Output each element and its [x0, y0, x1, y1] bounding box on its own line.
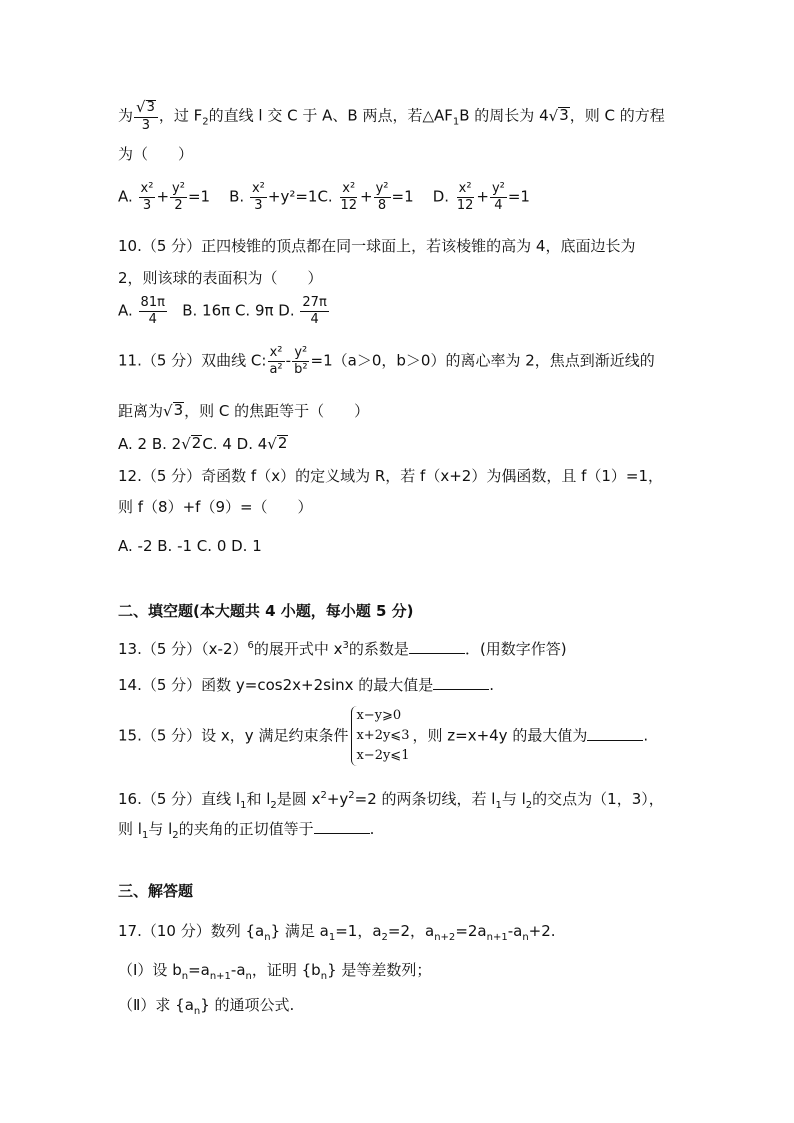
text: +y²=1C.	[267, 187, 333, 206]
options-text: C. 4 D. 4	[202, 435, 268, 453]
text: =2，a	[387, 922, 435, 940]
subscript: n	[181, 971, 189, 982]
subscript: 2	[525, 800, 533, 811]
text: 的夹角的正切值等于	[178, 820, 314, 838]
text: 为	[118, 106, 134, 125]
equals: =1	[507, 187, 530, 206]
q17-line1	[118, 922, 556, 944]
sqrt: √ 3	[163, 401, 184, 420]
numerator: x²	[251, 181, 265, 196]
eccentricity-fraction: √ 3 3	[134, 100, 158, 132]
text: +y	[326, 790, 349, 808]
fraction	[374, 182, 391, 212]
text: （Ⅱ）求 {a	[118, 996, 194, 1014]
text: 则 l	[118, 820, 142, 838]
text: 13.（5 分）（x-2）	[118, 640, 248, 658]
plus: +	[360, 187, 373, 206]
superscript: 6	[247, 640, 254, 651]
text: +2.	[528, 922, 556, 940]
text: 与 l	[148, 820, 173, 838]
answer-blank[interactable]	[314, 821, 370, 834]
fraction	[300, 296, 328, 326]
q12-options: A. -2 B. -1 C. 0 D. 1	[118, 537, 262, 555]
plus: +	[156, 187, 170, 206]
numerator: 81π	[140, 295, 165, 310]
numerator: x²	[140, 181, 154, 196]
denominator: 8	[377, 197, 387, 213]
sqrt: √ 2	[181, 434, 202, 453]
superscript: 3	[342, 640, 349, 651]
options-text: B. 16π C. 9π D.	[182, 301, 295, 320]
q12-line2: 则 f（8）+f（9）=（ ）	[118, 498, 313, 516]
q10-line1: 10.（5 分）正四棱锥的顶点都在同一球面上，若该棱锥的高为 4，底面边长为	[118, 237, 636, 255]
numerator: x²	[458, 181, 472, 196]
sqrt-content: 3	[173, 401, 184, 420]
fraction	[139, 296, 167, 326]
subscript: n	[193, 1006, 201, 1017]
text: 的展开式中 x	[253, 640, 343, 658]
numerator: 27π	[302, 295, 327, 310]
section-title: 三、解答题	[118, 882, 194, 900]
equals: =1	[391, 187, 414, 206]
superscript: 2	[348, 790, 355, 801]
q10-line2: 2，则该球的表面积为（ ）	[118, 269, 323, 287]
subscript: 2	[202, 116, 209, 128]
answer-blank[interactable]	[433, 677, 489, 690]
subscript: 1	[452, 116, 460, 128]
q9-line2: 为（ ）	[118, 145, 194, 163]
subscript: n+1	[209, 971, 231, 982]
text: （Ⅰ）设 b	[118, 961, 182, 979]
constraint-system	[351, 706, 409, 766]
q12-line1: 12.（5 分）奇函数 f（x）的定义域为 R，若 f（x+2）为偶函数，且 f（1）=1，	[118, 467, 664, 485]
q10-options	[118, 296, 330, 326]
denominator: 3	[254, 197, 263, 213]
numerator: x²	[342, 181, 356, 196]
superscript: 2	[320, 790, 327, 801]
text: B 的周长为 4	[459, 106, 549, 125]
fraction	[490, 182, 507, 212]
equals: =1	[187, 187, 211, 206]
text: 和 l	[246, 790, 271, 808]
answer-blank[interactable]	[587, 728, 643, 741]
q17-part2	[118, 996, 294, 1018]
denominator: 12	[456, 197, 474, 213]
denominator: 3	[142, 197, 152, 213]
q14	[118, 676, 494, 694]
numerator: y²	[294, 345, 308, 360]
fraction	[455, 182, 476, 212]
text: =a	[188, 961, 210, 979]
plus: +	[476, 187, 489, 206]
subscript: 1	[328, 932, 336, 943]
text: 11.（5 分）双曲线 C:	[118, 351, 267, 370]
text: 距离为	[118, 402, 164, 420]
text: .	[489, 676, 495, 694]
q11-line2	[118, 402, 369, 420]
fraction	[292, 346, 309, 376]
text: 的直线 l 交 C 于 A、B 两点，若△AF	[208, 106, 453, 125]
sqrt-content: 2	[191, 434, 202, 453]
subscript: 2	[270, 800, 277, 811]
perimeter-sqrt: √ 3	[548, 105, 569, 125]
fraction	[170, 182, 187, 212]
q9-line1	[118, 100, 665, 132]
text: ，证明 {b	[251, 961, 321, 979]
fraction	[139, 182, 156, 212]
q9-options	[118, 182, 530, 212]
numerator: y²	[491, 181, 505, 196]
subscript: 2	[381, 932, 388, 943]
text: -a	[507, 922, 523, 940]
sqrt: √ 2	[267, 434, 288, 453]
constraint: x−2y⩽1	[356, 748, 410, 764]
denominator: 4	[310, 311, 319, 327]
subscript: n+1	[486, 932, 508, 943]
denominator: 2	[174, 197, 183, 213]
text: .	[369, 820, 375, 838]
section-title: 二、填空题(本大题共 4 小题，每小题 5 分)	[118, 602, 414, 620]
text: =1，a	[335, 922, 382, 940]
text: ．(用数字作答)	[464, 640, 567, 658]
fraction	[267, 346, 284, 376]
text: } 的通项公式.	[200, 996, 295, 1014]
sqrt-content: 3	[559, 105, 569, 124]
numerator: y²	[172, 181, 185, 196]
q13	[118, 640, 567, 658]
q16-line2	[118, 820, 374, 842]
q16-line1	[118, 790, 664, 812]
text: 是圆 x	[276, 790, 321, 808]
text: ，则 C 的焦距等于（ ）	[184, 402, 370, 420]
option-d-label: D.	[432, 187, 450, 206]
option-b-label: B.	[229, 187, 245, 206]
denominator: 4	[494, 197, 503, 213]
q15	[118, 706, 648, 766]
text: =2 的两条切线，若 l	[354, 790, 496, 808]
text: 的交点为（1，3），	[532, 790, 664, 808]
denominator: 12	[340, 197, 358, 213]
denominator: a²	[269, 361, 283, 377]
text: ，过 F	[158, 106, 203, 125]
sqrt-content: 2	[277, 434, 288, 453]
q11-options	[118, 435, 288, 453]
subscript: n	[522, 932, 529, 943]
subscript: 1	[495, 800, 502, 811]
text: 与 l	[501, 790, 526, 808]
subscript: n	[245, 971, 252, 982]
subscript: 2	[172, 830, 179, 841]
text: =2a	[455, 922, 487, 940]
text: 的系数是	[348, 640, 409, 658]
fraction	[250, 182, 267, 212]
answer-blank[interactable]	[409, 641, 465, 654]
subscript: n	[264, 932, 271, 943]
subscript: 1	[240, 800, 247, 811]
text: -a	[230, 961, 246, 979]
text: 17.（10 分）数列 {a	[118, 922, 265, 940]
q17-part1	[118, 961, 431, 983]
numerator: y²	[375, 181, 389, 196]
text: 15.（5 分）设 x，y 满足约束条件	[118, 726, 349, 745]
subscript: 1	[141, 830, 149, 841]
fraction	[338, 182, 359, 212]
option-a-label: A.	[118, 187, 133, 206]
text: } 满足 a	[270, 922, 329, 940]
numerator: x²	[269, 345, 283, 360]
constraint: x+2y⩽3	[356, 728, 410, 744]
subscript: n	[320, 971, 328, 982]
text: ，则 z=x+4y 的最大值为	[412, 726, 588, 745]
q11-line1	[118, 346, 655, 376]
text: ，则 C 的方程	[569, 106, 665, 125]
text: .	[643, 726, 649, 745]
option-a-label: A.	[118, 301, 133, 320]
minus: -	[285, 351, 292, 370]
text: 14.（5 分）函数 y=cos2x+2sinx 的最大值是	[118, 676, 434, 694]
denominator: b²	[294, 361, 308, 377]
text: =1（a＞0，b＞0）的离心率为 2，焦点到渐近线的	[310, 351, 655, 370]
text: 16.（5 分）直线 l	[118, 790, 241, 808]
text: } 是等差数列；	[327, 961, 432, 979]
subscript: n+2	[434, 932, 456, 943]
options-text: A. 2 B. 2	[118, 435, 182, 453]
sqrt-content: 3	[146, 100, 155, 116]
denominator: 4	[148, 311, 157, 327]
constraint: x−y⩾0	[356, 708, 402, 723]
denominator: 3	[141, 117, 151, 133]
